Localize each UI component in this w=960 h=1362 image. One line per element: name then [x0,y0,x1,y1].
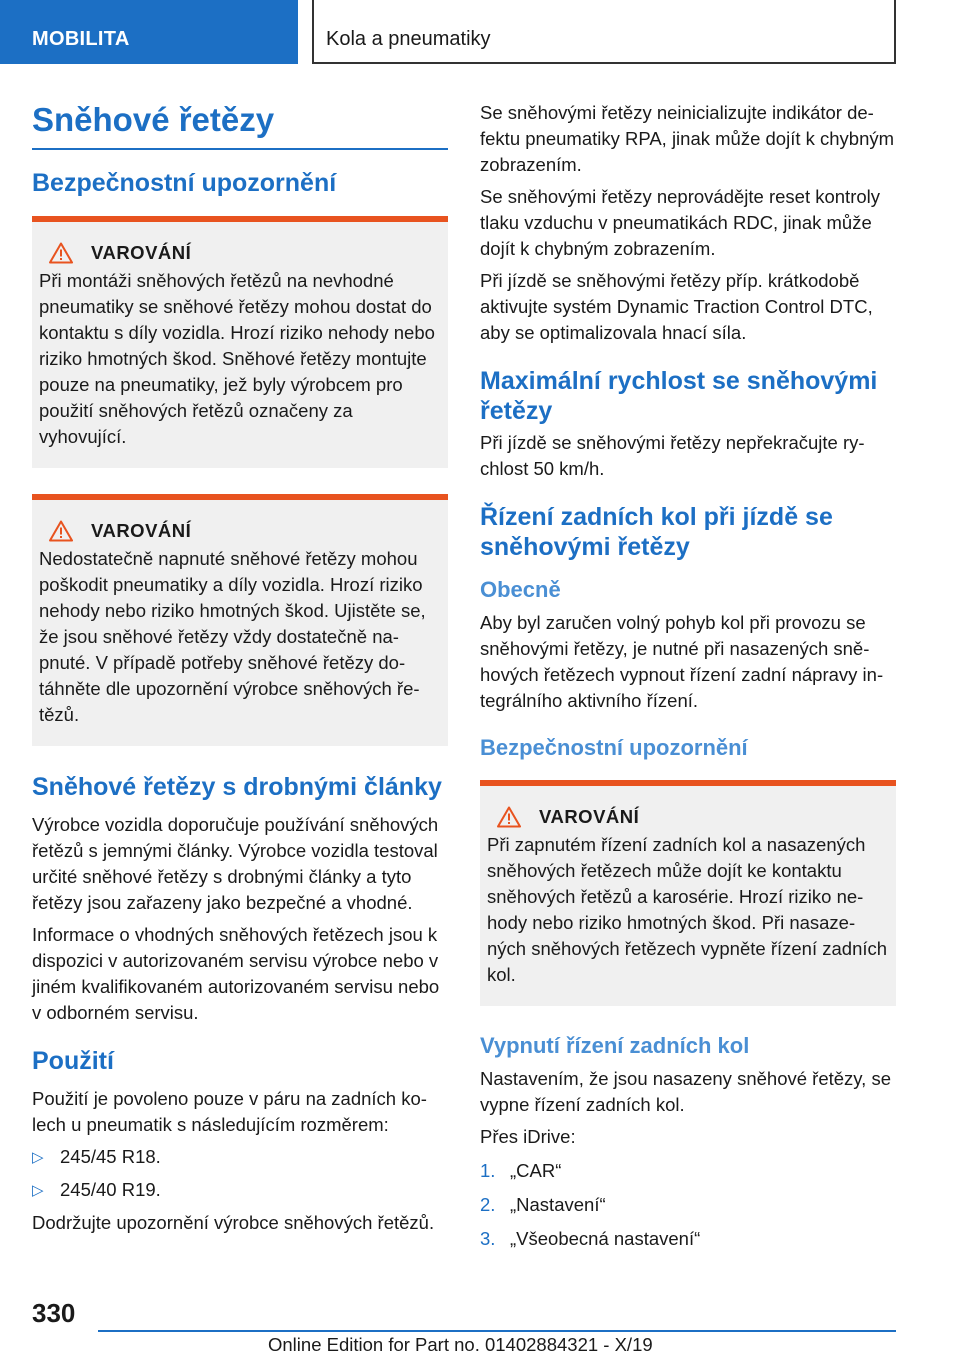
paragraph: Dodržujte upozornění výrobce sněhových řetězů. [32,1212,435,1233]
warning-label: VAROVÁNÍ [539,806,640,827]
warning-text: Nedostatečně napnuté sněhové řetězy mohou poškodit pneumatiky a díly vozidla. Hrozí riziko nehody nebo riziko hmotných škod. Ujistěte se, že jsou sněhové řetězy vždy dostatečně napnuté. V případě potřeby sněhové řetězy dotáhněte dle upozornění výrobce sněhových řetězů. [39,548,426,725]
triangle-bullet-icon: ▷ [32,1182,44,1199]
header-section-label: MOBILITA [0,0,298,64]
paragraph: Se sněhovými řetězy neinicializujte indikátor defektu pneumatiky RPA, jinak může dojít k chybným zobrazením. [480,102,895,175]
paragraph: Použití je povoleno pouze v páru na zadních kolech u pneumatik s následujícím rozměrem: [32,1088,427,1135]
step-label: „Nastavení“ [510,1194,606,1215]
warning-title [39,242,440,264]
warning-triangle-icon [49,242,73,264]
paragraph: Informace o vhodných sněhových řetězech jsou k dispozici v autorizovaném servisu výrobce nebo v jiném kvalifikovaném autorizovaném servisu nebo v odborném servisu. [32,924,440,1023]
warning-title [487,806,888,828]
page-header [0,0,960,64]
warning-text: Při montáži sněhových řetězů na nevhodné pneumatiky se sněhové řetězy mohou dostat do kontaktu s díly vozidla. Hrozí riziko nehody nebo riziko hmotných škod. Sněhové řetězy montujte pouze na pneumatiky, jež byly výrobcem pro použití sněhových řetězů označeny za vyhovující. [39,270,435,447]
usage-heading: Použití [32,1047,114,1075]
general-heading: Obecně [480,577,561,602]
max-speed-heading: Maximální rychlost se sněhovými řetězy [480,367,878,425]
step-item [480,1226,896,1252]
left-column [32,100,448,1242]
footer-edition: Online Edition for Part no. 01402884321 - X/19 [268,1334,653,1355]
warning-box [480,780,896,1006]
rear-steering-heading: Řízení zadních kol při jízdě se sněhovými řetězy [480,503,833,561]
warning-box [32,216,448,468]
list-item [32,1177,448,1204]
warning-text: Při zapnutém řízení zadních kol a nasazených sněhových řetězech může dojít ke kontaktu sněhových řetězů a karosérie. Hrozí riziko nehody nebo riziko hmotných škod. Při nasazených sněhových řetězech vypněte řízení zadních kol. [487,834,888,985]
page-title: Sněhové řetězy [32,100,448,150]
triangle-bullet-icon: ▷ [32,1149,44,1166]
step-item [480,1192,896,1218]
footer-divider [98,1330,896,1332]
step-item [480,1158,896,1184]
right-column [480,100,896,1260]
warning-triangle-icon [497,806,521,828]
list-item-text: 245/40 R19. [60,1179,161,1200]
warning-label: VAROVÁNÍ [91,242,192,263]
safety-heading: Bezpečnostní upozornění [32,169,337,197]
step-number: 2. [480,1194,496,1215]
paragraph: Při jízdě se sněhovými řetězy nepřekračujte rychlost 50 km/h. [480,432,865,479]
step-label: „Všeobecná nastavení“ [510,1228,701,1249]
warning-triangle-icon [49,520,73,542]
paragraph: Při jízdě se sněhovými řetězy příp. krátkodobě aktivujte systém Dynamic Traction Control DTC, aby se optimalizovala hnací síla. [480,270,873,343]
step-number: 1. [480,1160,496,1181]
page-number: 330 [32,1298,76,1328]
paragraph: Nastavením, že jsou nasazeny sněhové řetězy, se vypne řízení zadních kol. [480,1068,891,1115]
safety-heading: Bezpečnostní upozornění [480,735,748,760]
warning-box [32,494,448,746]
step-label: „CAR“ [510,1160,562,1181]
paragraph: Přes iDrive: [480,1126,576,1147]
list-item [32,1144,448,1171]
disable-heading: Vypnutí řízení zadních kol [480,1033,750,1058]
fine-chains-heading: Sněhové řetězy s drobnými články [32,773,442,801]
paragraph: Výrobce vozidla doporučuje používání sněhových řetězů s jemnými články. Výrobce vozidla testoval určité sněhové řetězy s drobnými články a tyto řetězy jsou zařazeny jako bezpečné a vhodné. [32,814,439,913]
step-number: 3. [480,1228,496,1249]
paragraph: Se sněhovými řetězy neprovádějte reset kontroly tlaku vzduchu v pneumatikách RDC, jinak může dojít k chybným zobrazením. [480,186,881,259]
header-chapter-label: Kola a pneumatiky [312,0,896,64]
paragraph: Aby byl zaručen volný pohyb kol při provozu se sněhovými řetězy, je nutné při nasazených sněhových řetězech vypnout řízení zadní nápravy integrálního aktivního řízení. [480,612,884,711]
warning-label: VAROVÁNÍ [91,520,192,541]
list-item-text: 245/45 R18. [60,1146,161,1167]
warning-title [39,520,440,542]
